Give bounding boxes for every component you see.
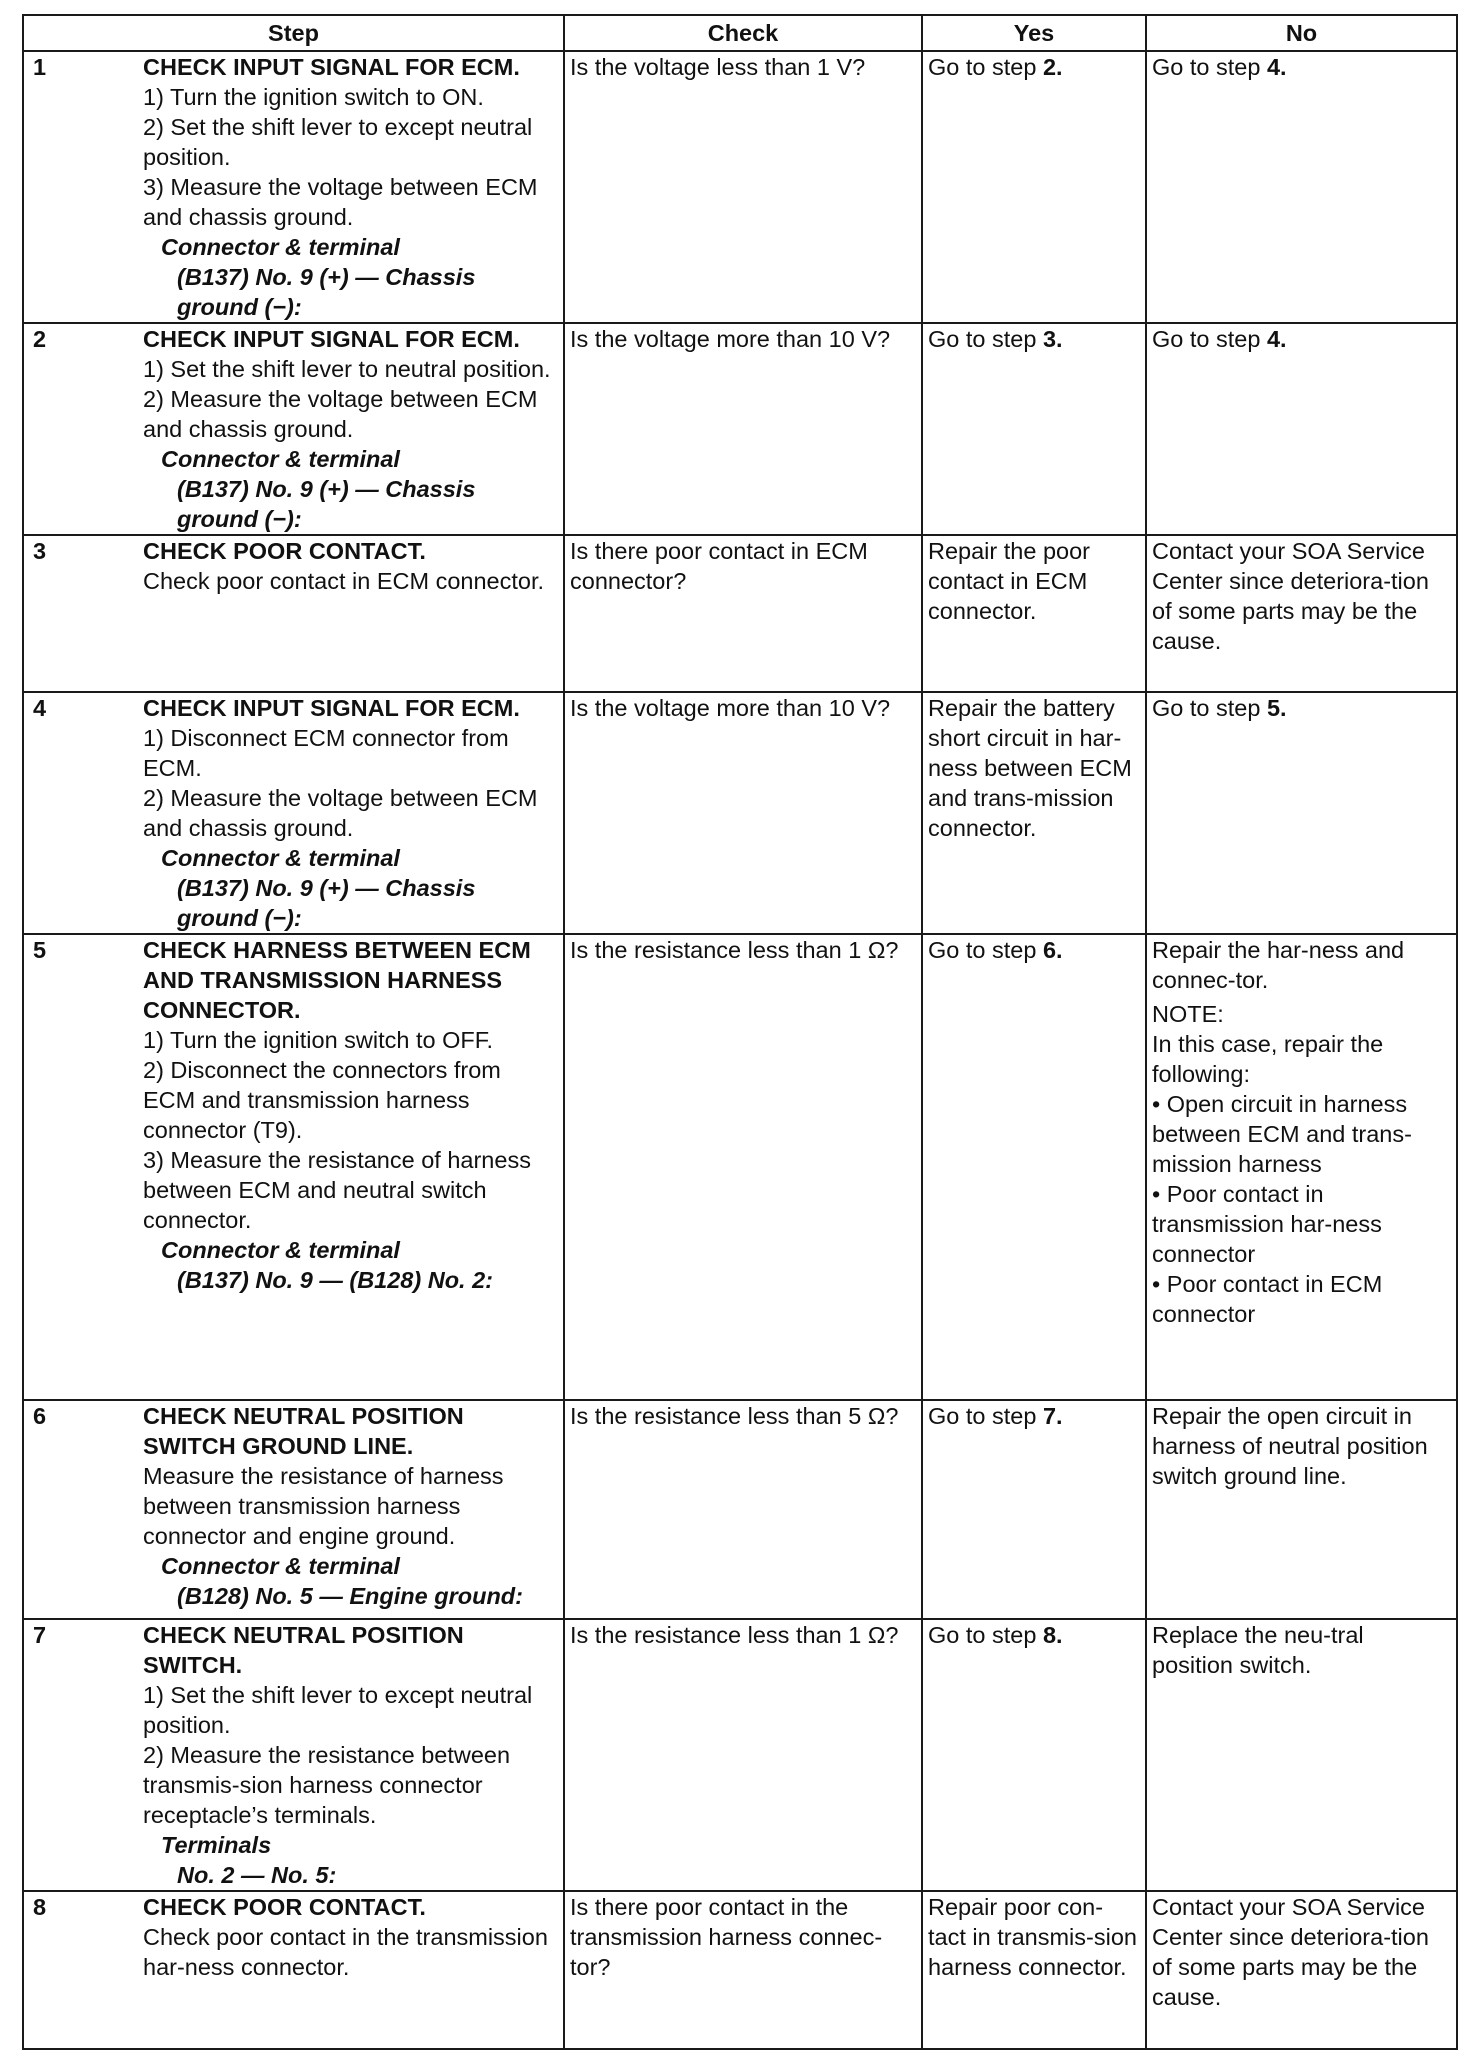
diagnostic-table [22, 14, 1458, 2050]
header-step: Step [23, 15, 564, 51]
step-instruction: 2) Set the shift lever to except neutral position. [143, 114, 533, 170]
step-cell [23, 51, 564, 323]
step-cell [23, 1891, 564, 2049]
step-instruction: 1) Set the shift lever to except neutral position. [143, 1682, 533, 1738]
step-instruction: 1) Set the shift lever to neutral position. [143, 356, 551, 382]
table-row [23, 535, 1457, 692]
table-row [23, 323, 1457, 535]
yes-cell: Repair the poor contact in ECM connector. [922, 535, 1146, 692]
check-cell: Is the resistance less than 1 Ω? [564, 934, 922, 1400]
diagnostic-procedure-page [22, 14, 1456, 2050]
check-cell: Is the voltage more than 10 V? [564, 692, 922, 934]
note-bullet: • Poor contact in ECM connector [1152, 1269, 1451, 1329]
no-text: Go to step [1152, 54, 1267, 80]
check-cell: Is there poor contact in the transmission harness connec-tor? [564, 1891, 922, 2049]
step-instruction: 2) Disconnect the connectors from ECM and transmission harness connector (T9). [143, 1057, 501, 1143]
step-number: 7 [33, 1622, 47, 1648]
connector-terminal-label: Connector & terminal [161, 845, 400, 871]
step-cell [23, 692, 564, 934]
step-cell [23, 323, 564, 535]
step-instruction: 2) Measure the voltage between ECM and chassis ground. [143, 785, 538, 841]
check-cell: Is the resistance less than 5 Ω? [564, 1400, 922, 1619]
no-cell [1146, 934, 1457, 1400]
step-number: 4 [33, 695, 47, 721]
step-title: CHECK POOR CONTACT. [143, 1894, 426, 1920]
no-cell: Contact your SOA Service Center since deteriora-tion of some parts may be the cause. [1146, 1891, 1457, 2049]
no-cell: Repair the open circuit in harness of neutral position switch ground line. [1146, 1400, 1457, 1619]
connector-terminal-value: (B137) No. 9 (+) — Chassis ground (−): [177, 875, 476, 931]
yes-cell [922, 934, 1146, 1400]
step-instruction: 2) Measure the resistance between transmis-sion harness connector receptacle’s terminals. [143, 1742, 511, 1828]
step-instruction: 2) Measure the voltage between ECM and chassis ground. [143, 386, 538, 442]
note-bullet: • Open circuit in harness between ECM and trans-mission harness [1152, 1089, 1451, 1179]
table-header-row [23, 15, 1457, 51]
step-instruction: 3) Measure the voltage between ECM and chassis ground. [143, 174, 538, 230]
header-yes: Yes [922, 15, 1146, 51]
connector-terminal-label: Connector & terminal [161, 1237, 400, 1263]
header-check: Check [564, 15, 922, 51]
connector-terminal-value: (B137) No. 9 (+) — Chassis ground (−): [177, 264, 476, 320]
yes-text: Go to step [928, 1403, 1043, 1429]
connector-terminal-value: (B128) No. 5 — Engine ground: [177, 1583, 523, 1609]
yes-text: Go to step [928, 54, 1043, 80]
table-row [23, 51, 1457, 323]
table-row [23, 1400, 1457, 1619]
step-number: 8 [33, 1894, 47, 1920]
no-step-ref: 4. [1266, 326, 1287, 352]
connector-terminal-label: Connector & terminal [161, 1553, 400, 1579]
step-cell [23, 934, 564, 1400]
header-no: No [1146, 15, 1457, 51]
table-row [23, 1619, 1457, 1891]
connector-terminal-value: (B137) No. 9 — (B128) No. 2: [177, 1267, 494, 1293]
step-title: CHECK POOR CONTACT. [143, 538, 426, 564]
no-cell [1146, 692, 1457, 934]
yes-text: Go to step [928, 1622, 1043, 1648]
check-cell: Is there poor contact in ECM connector? [564, 535, 922, 692]
yes-cell [922, 1619, 1146, 1891]
yes-cell: Repair the battery short circuit in har-ness between ECM and trans-mission connector. [922, 692, 1146, 934]
terminals-value: No. 2 — No. 5: [177, 1862, 337, 1888]
no-step-ref: 5. [1266, 695, 1287, 721]
table-row [23, 692, 1457, 934]
yes-step-ref: 8. [1042, 1622, 1063, 1648]
no-step-ref: 4. [1266, 54, 1287, 80]
step-title: CHECK INPUT SIGNAL FOR ECM. [143, 54, 520, 80]
step-instruction: Check poor contact in the transmission har-ness connector. [143, 1924, 548, 1980]
step-instruction: Check poor contact in ECM connector. [143, 568, 545, 594]
check-cell: Is the voltage more than 10 V? [564, 323, 922, 535]
yes-cell [922, 1400, 1146, 1619]
step-instruction: Measure the resistance of harness between transmission harness connector and engine ground. [143, 1463, 504, 1549]
yes-text: Go to step [928, 326, 1043, 352]
connector-terminal-label: Connector & terminal [161, 234, 400, 260]
yes-text: Go to step [928, 937, 1043, 963]
step-number: 5 [33, 937, 47, 963]
step-cell [23, 1400, 564, 1619]
step-number: 3 [33, 538, 47, 564]
table-row [23, 1891, 1457, 2049]
no-text: Go to step [1152, 695, 1267, 721]
step-number: 6 [33, 1403, 47, 1429]
step-title: CHECK INPUT SIGNAL FOR ECM. [143, 326, 520, 352]
yes-step-ref: 6. [1042, 937, 1063, 963]
step-instruction: 3) Measure the resistance of harness between ECM and neutral switch connector. [143, 1147, 531, 1233]
check-cell: Is the resistance less than 1 Ω? [564, 1619, 922, 1891]
yes-cell [922, 323, 1146, 535]
connector-terminal-label: Connector & terminal [161, 446, 400, 472]
note-text: In this case, repair the following: [1152, 1031, 1384, 1087]
no-cell [1146, 51, 1457, 323]
yes-step-ref: 2. [1042, 54, 1063, 80]
check-cell: Is the voltage less than 1 V? [564, 51, 922, 323]
step-title: CHECK NEUTRAL POSITION SWITCH. [143, 1622, 464, 1678]
step-cell [23, 535, 564, 692]
step-instruction: 1) Turn the ignition switch to OFF. [143, 1027, 494, 1053]
no-cell: Contact your SOA Service Center since deteriora-tion of some parts may be the cause. [1146, 535, 1457, 692]
step-title: CHECK INPUT SIGNAL FOR ECM. [143, 695, 520, 721]
step-title: CHECK NEUTRAL POSITION SWITCH GROUND LINE. [143, 1403, 464, 1459]
no-text: Go to step [1152, 326, 1267, 352]
step-title: CHECK HARNESS BETWEEN ECM AND TRANSMISSION HARNESS CONNECTOR. [143, 937, 531, 1023]
step-instruction: 1) Disconnect ECM connector from ECM. [143, 725, 509, 781]
no-cell [1146, 323, 1457, 535]
no-cell: Replace the neu-tral position switch. [1146, 1619, 1457, 1891]
no-text: Repair the har-ness and connec-tor. [1152, 937, 1405, 993]
yes-step-ref: 7. [1042, 1403, 1063, 1429]
step-instruction: 1) Turn the ignition switch to ON. [143, 84, 484, 110]
connector-terminal-value: (B137) No. 9 (+) — Chassis ground (−): [177, 476, 476, 532]
yes-step-ref: 3. [1042, 326, 1063, 352]
step-number: 2 [33, 326, 47, 352]
table-row [23, 934, 1457, 1400]
yes-cell [922, 51, 1146, 323]
yes-cell: Repair poor con-tact in transmis-sion harness connector. [922, 1891, 1146, 2049]
note-bullet: • Poor contact in transmission har-ness connector [1152, 1179, 1451, 1269]
note-label: NOTE: [1152, 1001, 1224, 1027]
step-cell [23, 1619, 564, 1891]
step-number: 1 [33, 54, 47, 80]
terminals-label: Terminals [161, 1832, 272, 1858]
